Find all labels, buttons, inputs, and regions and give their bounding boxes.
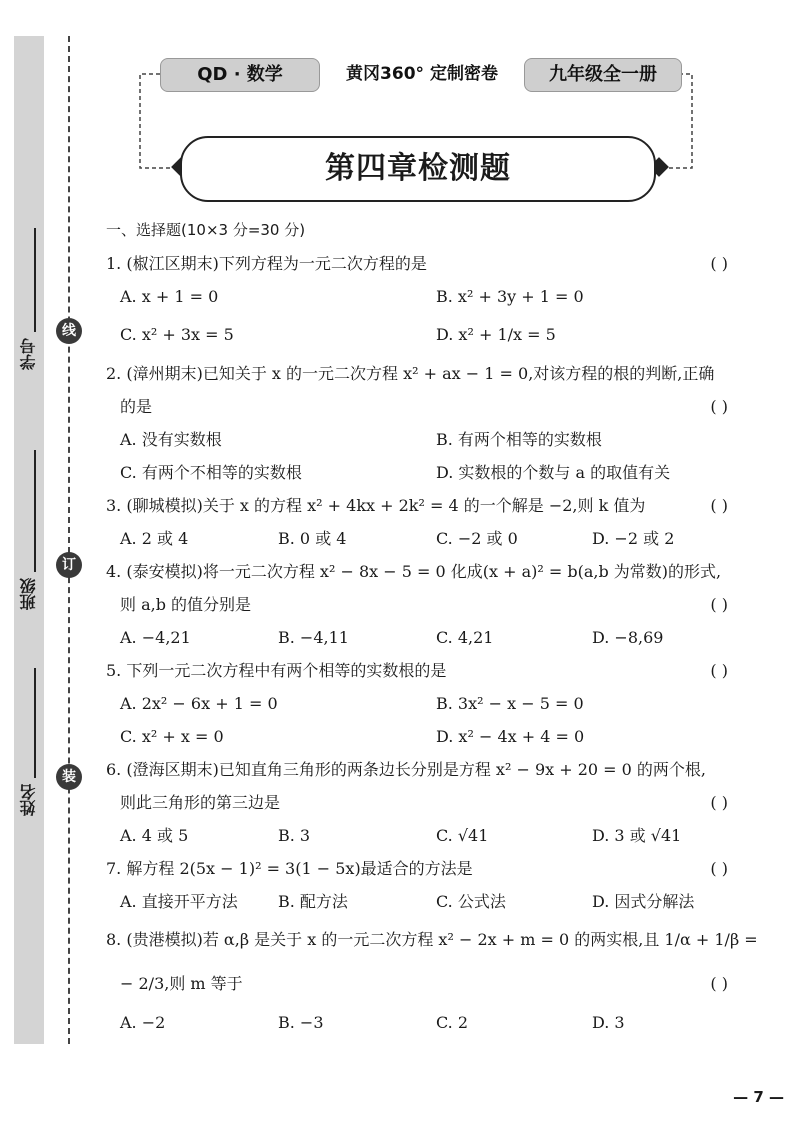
question-1 bbox=[106, 247, 736, 280]
question-list bbox=[106, 214, 758, 1039]
options-row bbox=[106, 522, 736, 555]
question-stem-cont-text: − 2/3,则 m 等于 bbox=[120, 974, 243, 993]
binding-mark-staple: 订 bbox=[56, 552, 82, 578]
question-2 bbox=[106, 357, 736, 390]
question-3 bbox=[106, 489, 736, 522]
option-a: A. 2x² − 6x + 1 = 0 bbox=[120, 694, 278, 713]
option-a: A. 没有实数根 bbox=[120, 430, 222, 449]
options-row bbox=[106, 423, 736, 456]
option-a: A. 4 或 5 bbox=[120, 826, 189, 845]
binding-mark-line: 线 bbox=[56, 318, 82, 344]
option-b: B. −3 bbox=[278, 1013, 324, 1032]
question-stem: 3. (聊城模拟)关于 x 的方程 x² + 4kx + 2k² = 4 的一个解是 −2,则 k 值为 bbox=[106, 496, 646, 515]
question-stem: 2. (漳州期末)已知关于 x 的一元二次方程 x² + ax − 1 = 0,对该方程的根的判断,正确 bbox=[106, 364, 715, 383]
question-6 bbox=[106, 753, 736, 786]
cut-line bbox=[68, 36, 70, 1044]
question-stem-cont bbox=[106, 786, 736, 819]
name-label: 姓名 bbox=[19, 784, 38, 816]
answer-paren: ( ) bbox=[710, 793, 728, 812]
options-row bbox=[106, 720, 736, 753]
question-5 bbox=[106, 654, 736, 687]
option-a: A. −4,21 bbox=[120, 628, 191, 647]
question-stem: 4. (泰安模拟)将一元二次方程 x² − 8x − 5 = 0 化成(x + a)² = b(a,b 为常数)的形式, bbox=[106, 562, 722, 581]
option-b: B. 3x² − x − 5 = 0 bbox=[436, 694, 584, 713]
binding-strip bbox=[14, 36, 44, 1044]
question-stem: 1. (椒江区期末)下列方程为一元二次方程的是 bbox=[106, 254, 427, 273]
student-id-line bbox=[34, 228, 36, 332]
brand-name: 黄冈360° 定制密卷 bbox=[346, 64, 498, 84]
options-row bbox=[106, 621, 736, 654]
student-id-label: 学号 bbox=[19, 338, 38, 370]
option-c: C. √41 bbox=[436, 826, 489, 845]
class-label: 班级 bbox=[19, 578, 38, 610]
option-a: A. −2 bbox=[120, 1013, 166, 1032]
section-heading: 一、选择题(10×3 分=30 分) bbox=[106, 221, 306, 239]
option-d: D. −2 或 2 bbox=[592, 529, 675, 548]
name-line bbox=[34, 668, 36, 778]
answer-paren: ( ) bbox=[710, 496, 728, 515]
option-c: C. x² + 3x = 5 bbox=[120, 325, 234, 344]
option-b: B. x² + 3y + 1 = 0 bbox=[436, 287, 584, 306]
option-d: D. 3 或 √41 bbox=[592, 826, 682, 845]
options-row bbox=[106, 885, 736, 918]
class-line bbox=[34, 450, 36, 572]
binding-mark-bind: 装 bbox=[56, 764, 82, 790]
question-8 bbox=[106, 918, 758, 962]
question-stem: 6. (澄海区期末)已知直角三角形的两条边长分别是方程 x² − 9x + 20 = 0 的两个根, bbox=[106, 760, 707, 779]
option-d: D. −8,69 bbox=[592, 628, 664, 647]
option-b: B. 有两个相等的实数根 bbox=[436, 430, 602, 449]
option-c: C. 4,21 bbox=[436, 628, 494, 647]
question-7 bbox=[106, 852, 736, 885]
option-c: C. x² + x = 0 bbox=[120, 727, 224, 746]
answer-paren: ( ) bbox=[710, 661, 728, 680]
question-stem-cont-text: 则此三角形的第三边是 bbox=[120, 793, 281, 812]
option-b: B. −4,11 bbox=[278, 628, 349, 647]
options-row bbox=[106, 819, 736, 852]
option-d: D. x² + 1/x = 5 bbox=[436, 325, 556, 344]
option-b: B. 配方法 bbox=[278, 892, 348, 911]
subject-badge: QD · 数学 bbox=[160, 58, 320, 92]
options-row bbox=[106, 687, 736, 720]
option-a: A. 2 或 4 bbox=[120, 529, 189, 548]
question-stem-cont bbox=[106, 390, 736, 423]
option-a: A. x + 1 = 0 bbox=[120, 287, 219, 306]
question-stem-cont bbox=[106, 588, 736, 621]
question-stem: 5. 下列一元二次方程中有两个相等的实数根的是 bbox=[106, 661, 447, 680]
option-d: D. 3 bbox=[592, 1013, 625, 1032]
grade-badge: 九年级全一册 bbox=[524, 58, 682, 92]
question-stem-cont-text: 的是 bbox=[120, 397, 153, 416]
options-row bbox=[106, 280, 736, 313]
answer-paren: ( ) bbox=[710, 397, 728, 416]
answer-paren: ( ) bbox=[710, 859, 728, 878]
option-d: D. 实数根的个数与 a 的取值有关 bbox=[436, 463, 671, 482]
question-4 bbox=[106, 555, 736, 588]
question-stem-cont bbox=[106, 962, 736, 1006]
answer-paren: ( ) bbox=[710, 254, 728, 273]
option-c: C. 公式法 bbox=[436, 892, 506, 911]
option-d: D. 因式分解法 bbox=[592, 892, 695, 911]
option-b: B. 0 或 4 bbox=[278, 529, 347, 548]
question-stem: 7. 解方程 2(5x − 1)² = 3(1 − 5x)最适合的方法是 bbox=[106, 859, 473, 878]
question-stem-cont-text: 则 a,b 的值分别是 bbox=[120, 595, 252, 614]
options-row bbox=[106, 313, 736, 357]
options-row bbox=[106, 456, 736, 489]
option-d: D. x² − 4x + 4 = 0 bbox=[436, 727, 585, 746]
option-c: C. 2 bbox=[436, 1013, 469, 1032]
answer-paren: ( ) bbox=[710, 974, 728, 993]
page-number: — 7 — bbox=[733, 1088, 784, 1106]
option-b: B. 3 bbox=[278, 826, 311, 845]
options-row bbox=[106, 1006, 736, 1039]
answer-paren: ( ) bbox=[710, 595, 728, 614]
page-title: 第四章检测题 bbox=[180, 136, 656, 202]
option-a: A. 直接开平方法 bbox=[120, 892, 238, 911]
option-c: C. 有两个不相等的实数根 bbox=[120, 463, 302, 482]
option-c: C. −2 或 0 bbox=[436, 529, 518, 548]
question-stem: 8. (贵港模拟)若 α,β 是关于 x 的一元二次方程 x² − 2x + m = 0 的两实根,且 1/α + 1/β = bbox=[106, 930, 758, 949]
